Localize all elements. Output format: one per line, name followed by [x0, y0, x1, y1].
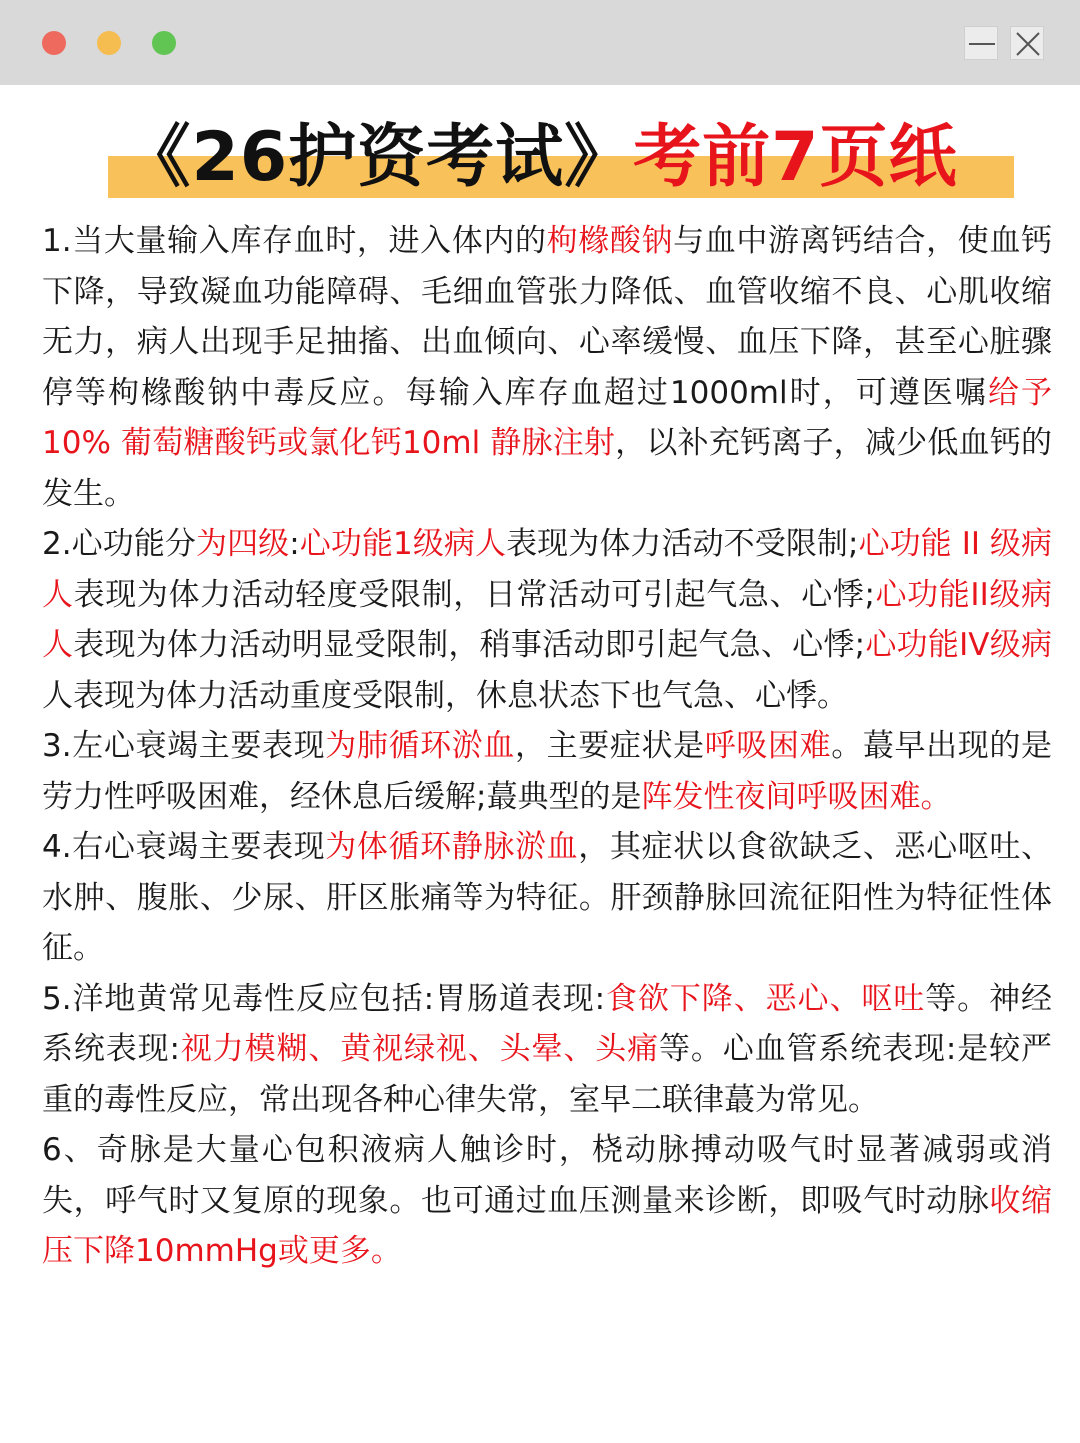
body-text: 6、奇脉是大量心包积液病人触诊时，桡动脉搏动吸气时显著减弱或消失，呼气时又复原的现象。也可通过血压测量来诊断，即吸气时动脉 [42, 1132, 1052, 1219]
highlight-text: 为体循环静脉淤血 [325, 829, 579, 865]
title-part-subtitle: 考前7页纸 [633, 118, 958, 197]
body-text: 3.左心衰竭主要表现 [42, 728, 326, 764]
minimize-icon [965, 27, 999, 61]
body-text: 1.当大量输入库存血时，进入体内的 [42, 223, 547, 259]
minimize-button[interactable] [964, 26, 998, 60]
paragraph-6 [42, 1125, 1052, 1277]
highlight-text: 呼吸困难 [704, 728, 832, 764]
close-dot-icon[interactable] [42, 31, 66, 55]
body-text: ，其症状以食欲缺乏、恶心呕吐、水肿、腹胀、少尿、肝区胀痛等为特征。肝颈静脉回流征阳性为特征性体征。 [42, 829, 1053, 966]
highlight-text: 收缩压下降10mmHg或更多。 [42, 1182, 1053, 1269]
body-text: 4.右心衰竭主要表现 [42, 829, 326, 865]
title-text [0, 110, 1080, 206]
minimize-dot-icon[interactable] [97, 31, 121, 55]
highlight-text: 给予10% 葡萄糖酸钙或氯化钙10ml 静脉注射 [42, 374, 1053, 461]
body-text: 表现为体力活动轻度受限制，日常活动可引起气急、心悸; [73, 576, 875, 613]
paragraph-3 [42, 721, 1052, 822]
body-text: 2.心功能分 [42, 526, 196, 562]
paragraph-2 [42, 519, 1052, 721]
title-part-exam-name: 《26护资考试》 [122, 118, 634, 197]
maximize-dot-icon[interactable] [152, 31, 176, 55]
highlight-text: 为四级 [196, 526, 290, 562]
paragraph-5 [42, 974, 1052, 1126]
close-button[interactable] [1010, 26, 1044, 60]
body-text: : [289, 526, 300, 562]
body-text: ，主要症状是 [514, 728, 705, 764]
highlight-text: 食欲下降、恶心、呕吐 [605, 980, 926, 1017]
paragraph-4 [42, 822, 1052, 974]
window-titlebar [0, 0, 1080, 85]
body-text: 。蕞早出现的是劳力性呼吸困难，经休息后缓解;蕞典型的是 [42, 728, 1053, 815]
highlight-text: 心功能II级病人 [42, 576, 1052, 663]
body-text: ，以补充钙离子，减少低血钙的发生。 [42, 425, 1052, 512]
body-text: 表现为体力活动明显受限制，稍事活动即引起气急、心悸; [73, 627, 866, 663]
body-text: 人表现为体力活动重度受限制，休息状态下也气急、心悸。 [42, 677, 848, 714]
body-text: 等。心血管系统表现:是较严重的毒性反应，常出现各种心律失常，室早二联律蕞为常见。 [42, 1031, 1052, 1118]
body-text: 表现为体力活动不受限制; [506, 526, 859, 562]
highlight-text: 心功能1级病人 [299, 526, 507, 562]
highlight-text: 心功能IV级病 [865, 627, 1052, 663]
highlight-text: 视力模糊、黄视绿视、头晕、头痛 [179, 1031, 660, 1067]
close-icon [1011, 27, 1045, 61]
page-title [0, 108, 1080, 208]
highlight-text: 阵发性夜间呼吸困难。 [641, 778, 952, 815]
highlight-text: 为肺循环淤血 [325, 728, 515, 764]
body-text: 等。神经系统表现: [42, 980, 1053, 1067]
body-text: 5.洋地黄常见毒性反应包括:胃肠道表现: [42, 980, 606, 1017]
body-text: 与血中游离钙结合，使血钙下降，导致凝血功能障碍、毛细血管张力降低、血管收缩不良、心肌收缩无力，病人出现手足抽搐、出血倾向、心率缓慢、血压下降，甚至心脏骤停等枸橼酸钠中毒反应。每输入库存血超过1000ml时，可遵医嘱 [42, 223, 1053, 411]
paragraph-1 [42, 216, 1052, 519]
article-body [42, 216, 1052, 1277]
highlight-text: 心功能 II 级病人 [42, 526, 1053, 613]
highlight-text: 枸橼酸钠 [546, 223, 674, 259]
